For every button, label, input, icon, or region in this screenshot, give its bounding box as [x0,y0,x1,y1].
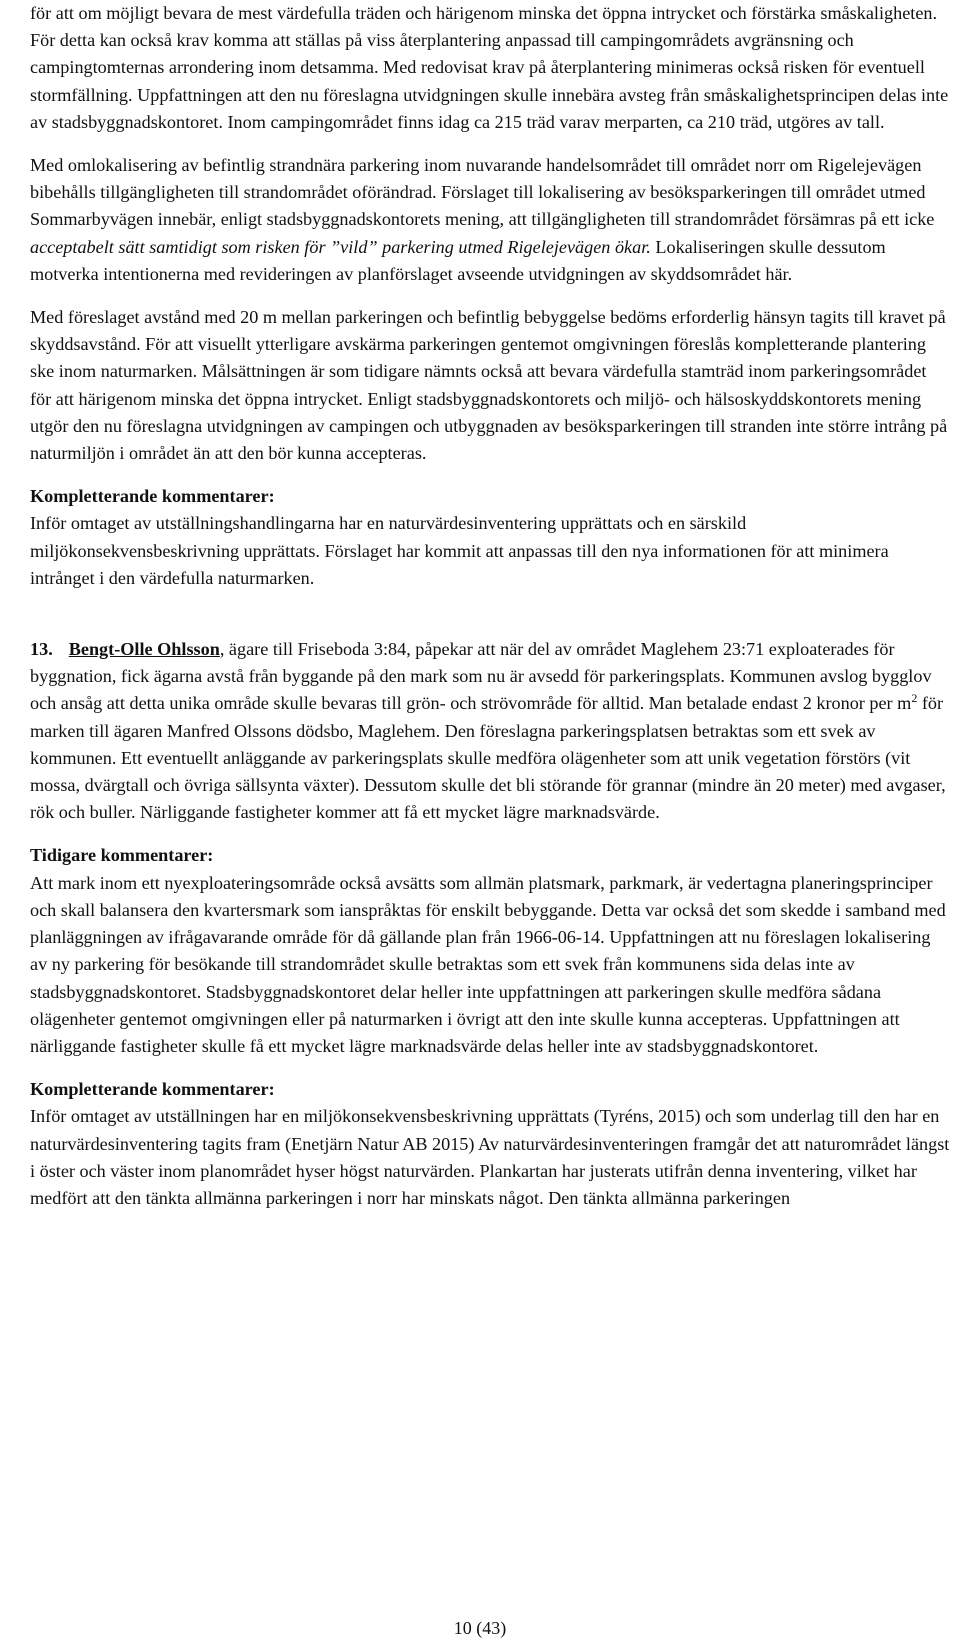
section-heading: Tidigare kommentarer: [30,845,214,866]
paragraph-parking-relocation [30,152,952,288]
section-text: Att mark inom ett nyexploateringsområde också avsätts som allmän platsmark, parkmark, är vedertagna planeringsprinciper och skall balansera den kvartersmark som ianspråktas för enskilt bebyggande. Detta var också det som skedde i samband med planläggningen av ifrågavarande område för då gällande plan från 1966-06-14. Uppfattningen att nu föreslagen lokalisering av ny parkering för besökande till strandområdet skulle betraktas som ett svek från kommunens sida delas inte av stadsbyggnadskontoret. Stadsbyggnadskontoret delar heller inte uppfattningen att parkeringen skulle medföra sådana olägenheter gentemot omgivningen eller på naturmarken i övrigt att den inte skulle kunna accepteras. Uppfattningen att närliggande fastigheter skulle få ett mycket lägre marknadsvärde delas heller inte av stadsbyggnadskontoret. [30,872,946,1056]
italic-text: acceptabelt sätt samtidigt som risken för ”vild” parkering utmed Rigelejevägen ökar. [30,236,651,257]
document-page [30,0,952,1212]
section-text: Inför omtaget av utställningen har en miljökonsekvensbeskrivning upprättats (Tyréns, 2015) och som underlag till den har en naturvärdesinventering tagits fram (Enetjärn Natur AB 2015) Av naturvärdesinventeringen framgår det att naturområdet längst i öster och väster inom planområdet hyser högst naturvärden. Plankartan har justerats utifrån denna inventering, vilket har medfört att den tänkta allmänna parkeringen i norr har minskats något. Den tänkta allmänna parkeringen [30,1106,950,1208]
section-supplementary-comments-2 [30,1076,952,1212]
section-text: Inför omtaget av utställningshandlingarna har en naturvärdesinventering upprättats och en särskild miljökonsekvensbeskrivning upprättats. Förslaget har kommit att anpassas till den nya informationen för att minimera intrånget i den värdefulla naturmarken. [30,513,889,588]
item-text: för marken till ägaren Manfred Olssons dödsbo, Maglehem. Den föreslagna parkeringsplatsen betraktas som ett svek av kommunen. Ett eventuellt anläggande av parkeringsplats skulle medföra olägenheter som att unik vegetation förstörs (vit mossa, dvärgtall och övriga sällsynta växter). Dessutom skulle det bli störande för grannar (mindre än 20 meter) med avgaser, rök och buller. Närliggande fastigheter kommer att få ett mycket lägre marknadsvärde. [30,693,946,823]
section-heading: Kompletterande kommentarer: [30,1079,275,1100]
page-number: 10 (43) [453,1618,507,1638]
paragraph-camping-trees: för att om möjligt bevara de mest värdefulla träden och härigenom minska det öppna intrycket och förstärka småskaligheten. För detta kan också krav komma att ställas på viss återplantering anpassad till campingområdets avgränsning och campingtomternas arrondering inom detsamma. Med redovisat krav på återplantering minimeras också risken för eventuell stormfällning. Uppfattningen att den nu föreslagna utvidgningen skulle innebära avsteg från småskalighetsprincipen delas inte av stadsbyggnadskontoret. Inom campingområdet finns idag ca 215 träd varav merparten, ca 210 träd, utgöres av tall. [30,3,949,132]
paragraph-text: Med omlokalisering av befintlig strandnära parkering inom nuvarande handelsområdet till området norr om Rigelejevägen bibehålls tillgängligheten till strandområdet oförändrad. Förslaget till lokalisering av besöksparkeringen till området utmed Sommarbyvägen innebär, enligt stadsbyggnadskontorets mening, att tillgängligheten till strandområdet försämras på ett icke [30,155,935,230]
paragraph-distance-assessment: Med föreslaget avstånd med 20 m mellan parkeringen och befintlig bebyggelse bedöms erforderlig hänsyn tagits till kravet på skyddsavstånd. För att visuellt ytterligare avskärma parkeringen gentemot omgivningen föreslås kompletterande plantering ske inom naturmarken. Målsättningen är som tidigare nämnts också att bevara värdefulla stamträd inom parkeringsområdet för att härigenom minska det öppna intrycket. Enligt stadsbyggnadskontorets och miljö- och hälsoskyddskontorets mening utgör den nu föreslagna utvidgningen av campingen och utbyggnaden av besöksparkeringen till stranden inte större intrång på naturmiljön i området än att den bör kunna accepteras. [30,307,948,464]
item-text: , ägare till Friseboda 3:84, påpekar att när del av området Maglehem 23:71 exploaterades för byggnation, fick ägarna avstå från byggande på den mark som nu är avsedd för parkeringsplats. Kommunen avslog bygglov och ansåg att detta unika område skulle bevaras till grön- och strövområde för alltid. Man betalade endast 2 kronor per m [30,639,932,714]
section-supplementary-comments-1 [30,483,952,592]
item-13 [30,636,952,826]
section-heading: Kompletterande kommentarer: [30,486,275,507]
superscript: 2 [911,691,918,706]
section-previous-comments [30,842,952,1060]
item-number: 13. [30,639,53,660]
paragraph-text: Lokaliseringen skulle dessutom motverka intentionerna med revideringen av planförslaget avseende utvidgningen av skyddsområdet här. [30,236,886,284]
item-person-name: Bengt-Olle Ohlsson [68,639,220,660]
